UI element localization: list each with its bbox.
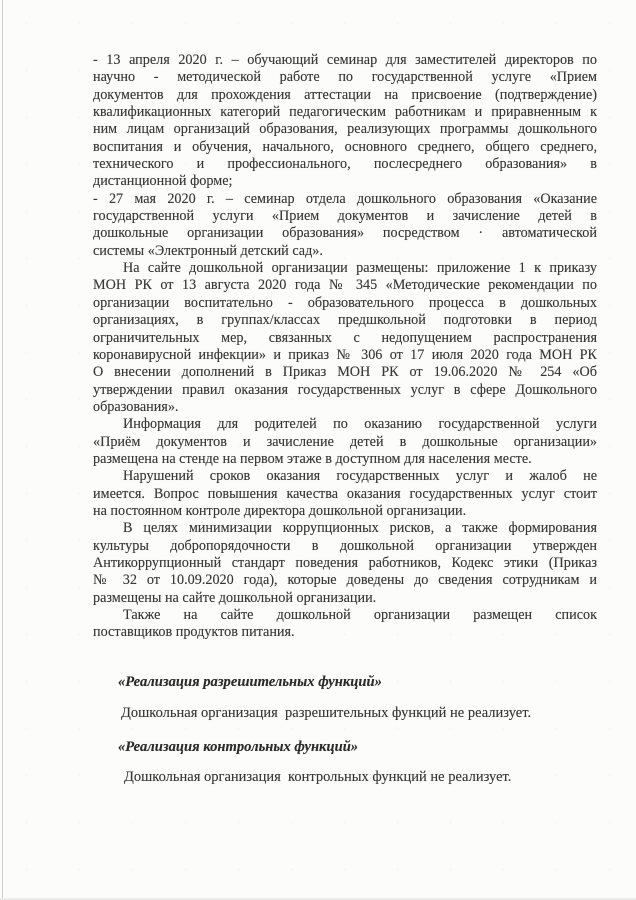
text-line-no-violations-1: Нарушений сроков оказания государственных услуг и жалоб не	[123, 468, 597, 485]
section-body-permissive-functions: Дошкольная организация разрешительных функций не реализует.	[121, 705, 532, 721]
text-line-site-placement-8: утверждении правил оказания государственных услуг в сфере Дошкольного	[93, 381, 597, 398]
document-text-block	[93, 52, 597, 642]
text-line-site-placement-9: образования».	[93, 398, 179, 415]
text-line-anticorruption-2: культуры добропорядочности в дошкольной организации утвержден	[93, 537, 597, 554]
text-line-anticorruption-4: № 32 от 10.09.2020 года), которые доведены до сведения сотрудникам и	[93, 572, 597, 589]
text-line-seminar-april-4: квалификационных категорий педагогическим работникам и приравненным к	[93, 104, 597, 121]
text-line-seminar-may-4: системы «Электронный детский сад».	[93, 242, 323, 259]
text-line-parents-info-1: Информация для родителей по оказанию государственной услуги	[123, 416, 597, 433]
text-line-anticorruption-5: размещены на сайте дошкольной организации.	[93, 589, 377, 606]
text-line-site-placement-5: ограничительных мер, связанных с недопущением распространения	[93, 329, 597, 346]
text-line-anticorruption-1: В целях минимизации коррупционных рисков, а также формирования	[123, 520, 597, 537]
text-line-site-placement-2: МОН РК от 13 августа 2020 года № 345 «Методические рекомендации по	[93, 277, 597, 294]
section-body-control-functions: Дошкольная организация контрольных функций не реализует.	[124, 769, 512, 785]
text-line-no-violations-3: на постоянном контроле директора дошкольной организации.	[93, 502, 467, 519]
text-line-site-placement-3: организации воспитательно - образовательного процесса в дошкольных	[93, 294, 597, 311]
text-line-site-placement-6: коронавирусной инфекции» и приказ № 306 от 17 июля 2020 года МОН РК	[93, 346, 597, 363]
text-line-site-placement-4: организациях, в группах/классах предшкольной подготовки в период	[93, 312, 597, 329]
text-line-seminar-april-7: технического и профессионального, послесреднего образования» в	[93, 156, 597, 173]
text-line-site-placement-1: На сайте дошкольной организации размещены: приложение 1 к приказу	[123, 260, 597, 277]
text-line-suppliers-1: Также на сайте дошкольной организации размещен список	[123, 607, 597, 623]
text-line-seminar-may-1: - 27 мая 2020 г. – семинар отдела дошкольного образования «Оказание	[93, 190, 597, 207]
text-line-seminar-april-1: - 13 апреля 2020 г. – обучающий семинар для заместителей директоров по	[93, 52, 597, 68]
section-heading-control-functions: «Реализация контрольных функций»	[118, 739, 359, 755]
section-heading-permissive-functions: «Реализация разрешительных функций»	[118, 674, 382, 690]
text-line-parents-info-3: размещена на стенде на первом этаже в доступном для населения месте.	[93, 450, 532, 467]
text-line-seminar-april-3: документов для прохождения аттестации на присвоение (подтверждение)	[93, 86, 597, 103]
text-line-suppliers-2: поставщиков продуктов питания.	[93, 624, 295, 641]
text-line-seminar-may-2: государственной услуги «Прием документов и зачисление детей в	[93, 208, 597, 225]
text-line-anticorruption-3: Антикоррупционный стандарт поведения работников, Кодекс этики (Приказ	[93, 554, 597, 571]
text-line-no-violations-2: имеется. Вопрос повышения качества оказания государственных услуг стоит	[93, 485, 597, 502]
text-line-seminar-april-6: воспитания и обучения, начального, основного среднего, общего среднего,	[93, 138, 597, 155]
text-line-seminar-april-2: научно - методической работе по государственной услуге «Прием	[93, 69, 597, 86]
text-line-seminar-may-3: дошкольные организации образования» посредством · автоматической	[93, 225, 597, 242]
text-line-seminar-april-5: ним лицам организаций образования, реализующих программы дошкольного	[93, 121, 597, 138]
text-line-site-placement-7: О внесении дополнений в Приказ МОН РК от 19.06.2020 № 254 «Об	[93, 364, 597, 381]
scan-edge-line	[2, 0, 3, 900]
text-line-parents-info-2: «Приём документов и зачисление детей в дошкольные организации»	[93, 433, 597, 450]
text-line-seminar-april-8: дистанционной форме;	[93, 173, 233, 190]
